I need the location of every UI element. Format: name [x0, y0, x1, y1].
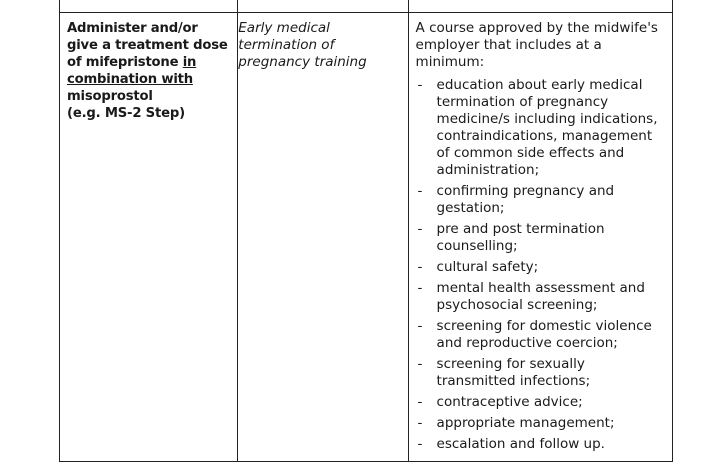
- previous-row-cell-1: [60, 0, 238, 13]
- previous-row-cell-3: [408, 0, 672, 13]
- medicine-example: (e.g. MS-2 Step): [67, 106, 185, 121]
- dash-bullet: -: [417, 77, 423, 93]
- list-item-text: education about early medical termination of pregnancy medicine/s including indications, contraindications, management of common side effects and administration;: [436, 77, 658, 178]
- table-row: [60, 13, 673, 462]
- list-item: [416, 280, 666, 314]
- previous-row-cell-2: [238, 0, 408, 13]
- training-text: Early medical termination of pregnancy training: [238, 20, 367, 70]
- dash-bullet: -: [417, 436, 423, 452]
- requirements-list: [416, 77, 666, 453]
- medicine-text-part2: misoprostol: [67, 89, 153, 104]
- dash-bullet: -: [417, 280, 423, 296]
- list-item: [416, 259, 666, 276]
- list-item: [416, 221, 666, 255]
- dash-bullet: -: [417, 415, 423, 431]
- medicine-cell: [60, 13, 238, 462]
- dash-bullet: -: [417, 183, 423, 199]
- list-item: [416, 394, 666, 411]
- dash-bullet: -: [417, 259, 423, 275]
- requirements-intro: A course approved by the midwife's employer that includes at a minimum:: [415, 20, 658, 70]
- medicine-text: [60, 13, 237, 126]
- list-item: [416, 436, 666, 453]
- list-item: [416, 318, 666, 352]
- requirements-table: [59, 0, 673, 462]
- list-item-text: mental health assessment and psychosocial screening;: [436, 280, 645, 313]
- previous-table-row: [60, 0, 673, 13]
- training-cell: [238, 13, 408, 462]
- list-item-text: contraceptive advice;: [436, 394, 583, 410]
- dash-bullet: -: [417, 221, 423, 237]
- list-item-text: screening for domestic violence and reproductive coercion;: [436, 318, 652, 351]
- list-item-text: escalation and follow up.: [436, 436, 605, 452]
- list-item-text: pre and post termination counselling;: [436, 221, 605, 254]
- medicine-underlined-text: in combination with: [67, 55, 197, 87]
- dash-bullet: -: [417, 356, 423, 372]
- list-item: [416, 356, 666, 390]
- requirements-cell: [408, 13, 672, 462]
- list-item: [416, 415, 666, 432]
- list-item: [416, 77, 666, 179]
- dash-bullet: -: [417, 394, 423, 410]
- list-item-text: appropriate management;: [436, 415, 615, 431]
- list-item-text: screening for sexually transmitted infections;: [436, 356, 591, 389]
- list-item-text: confirming pregnancy and gestation;: [436, 183, 615, 216]
- dash-bullet: -: [417, 318, 423, 334]
- list-item: [416, 183, 666, 217]
- medicine-text-part1: Administer and/or give a treatment dose of mifepristone: [67, 21, 228, 70]
- list-item-text: cultural safety;: [436, 259, 539, 275]
